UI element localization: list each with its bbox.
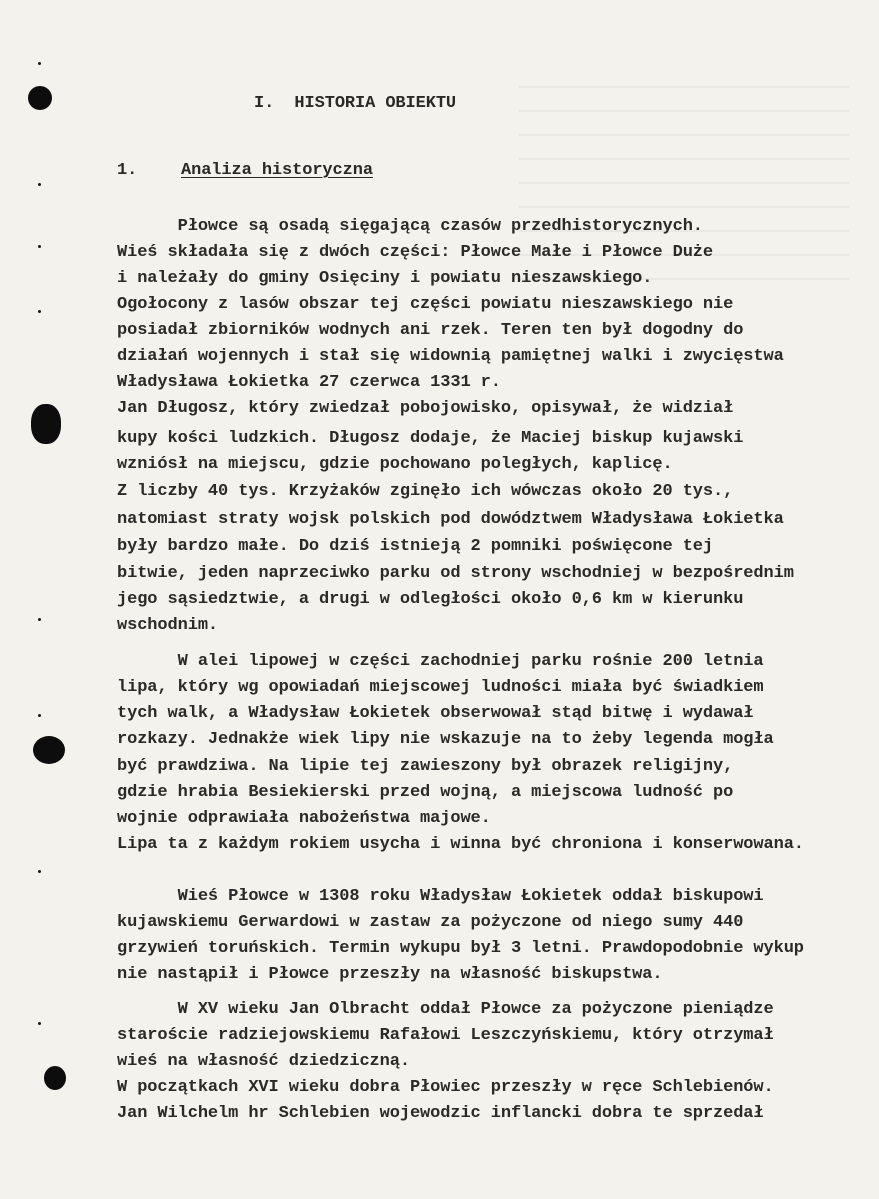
margin-mark [38, 310, 41, 313]
margin-mark [38, 245, 41, 248]
text-line: kujawskiemu Gerwardowi w zastaw za pożyczone od niego sumy 440 [117, 913, 744, 932]
section-number: 1. [117, 161, 138, 180]
punch-hole [33, 736, 65, 764]
text-line: wschodnim. [117, 616, 219, 635]
text-line: posiadał zbiorników wodnych ani rzek. Teren ten był dogodny do [117, 321, 744, 340]
text-line: W alei lipowej w części zachodniej parku rośnie 200 letnia [117, 652, 764, 671]
text-line: kupy kości ludzkich. Długosz dodaje, że Maciej biskup kujawski [117, 429, 744, 448]
text-line: wzniósł na miejscu, gdzie pochowano poległych, kaplicę. [117, 455, 673, 474]
text-line: Płowce są osadą sięgającą czasów przedhistorycznych. [117, 217, 703, 236]
margin-mark [38, 183, 41, 186]
text-line: natomiast straty wojsk polskich pod dowództwem Władysława Łokietka [117, 510, 784, 529]
section-title: Analiza historyczna [181, 161, 373, 180]
margin-mark [38, 714, 41, 717]
text-line: Władysława Łokietka 27 czerwca 1331 r. [117, 373, 501, 392]
text-line: Wieś Płowce w 1308 roku Władysław Łokietek oddał biskupowi [117, 887, 764, 906]
margin-mark [38, 1022, 41, 1025]
text-line: bitwie, jeden naprzeciwko parku od strony wschodniej w bezpośrednim [117, 564, 794, 583]
text-line: wojnie odprawiała nabożeństwa majowe. [117, 809, 491, 828]
text-line: Jan Długosz, który zwiedzał pobojowisko, opisywał, że widział [117, 399, 734, 418]
text-line: jego sąsiedztwie, a drugi w odległości około 0,6 km w kierunku [117, 590, 744, 609]
text-line: działań wojennych i stał się widownią pamiętnej walki i zwycięstwa [117, 347, 784, 366]
text-line: W XV wieku Jan Olbracht oddał Płowce za pożyczone pieniądze [117, 1000, 774, 1019]
margin-mark [38, 62, 41, 65]
page-heading: I. HISTORIA OBIEKTU [254, 94, 457, 113]
text-line: W początkach XVI wieku dobra Płowiec przeszły w ręce Schlebienów. [117, 1078, 774, 1097]
punch-hole [28, 86, 52, 110]
text-line: Jan Wilchelm hr Schlebien wojewodzic inflancki dobra te sprzedał [117, 1104, 764, 1123]
text-line: nie nastąpił i Płowce przeszły na własność biskupstwa. [117, 965, 663, 984]
text-line: lipa, który wg opowiadań miejscowej ludności miała być świadkiem [117, 678, 764, 697]
text-line: staroście radziejowskiemu Rafałowi Leszczyńskiemu, który otrzymał [117, 1026, 774, 1045]
text-line: Lipa ta z każdym rokiem usycha i winna być chroniona i konserwowana. [117, 835, 804, 854]
text-line: tych walk, a Władysław Łokietek obserwował stąd bitwę i wydawał [117, 704, 754, 723]
text-line: i należały do gminy Osięciny i powiatu nieszawskiego. [117, 269, 653, 288]
text-line: Wieś składała się z dwóch części: Płowce Małe i Płowce Duże [117, 243, 713, 262]
margin-mark [38, 870, 41, 873]
text-line: wieś na własność dziedziczną. [117, 1052, 410, 1071]
text-line: gdzie hrabia Besiekierski przed wojną, a miejscowa ludność po [117, 783, 734, 802]
text-line: być prawdziwa. Na lipie tej zawieszony był obrazek religijny, [117, 757, 734, 776]
text-line: Z liczby 40 tys. Krzyżaków zginęło ich wówczas około 20 tys., [117, 482, 734, 501]
punch-hole [31, 404, 61, 444]
text-line: grzywień toruńskich. Termin wykupu był 3 letni. Prawdopodobnie wykup [117, 939, 804, 958]
margin-mark [38, 618, 41, 621]
text-line: Ogołocony z lasów obszar tej części powiatu nieszawskiego nie [117, 295, 734, 314]
text-line: były bardzo małe. Do dziś istnieją 2 pomniki poświęcone tej [117, 537, 713, 556]
text-line: rozkazy. Jednakże wiek lipy nie wskazuje na to żeby legenda mogła [117, 730, 774, 749]
punch-hole [44, 1066, 66, 1090]
